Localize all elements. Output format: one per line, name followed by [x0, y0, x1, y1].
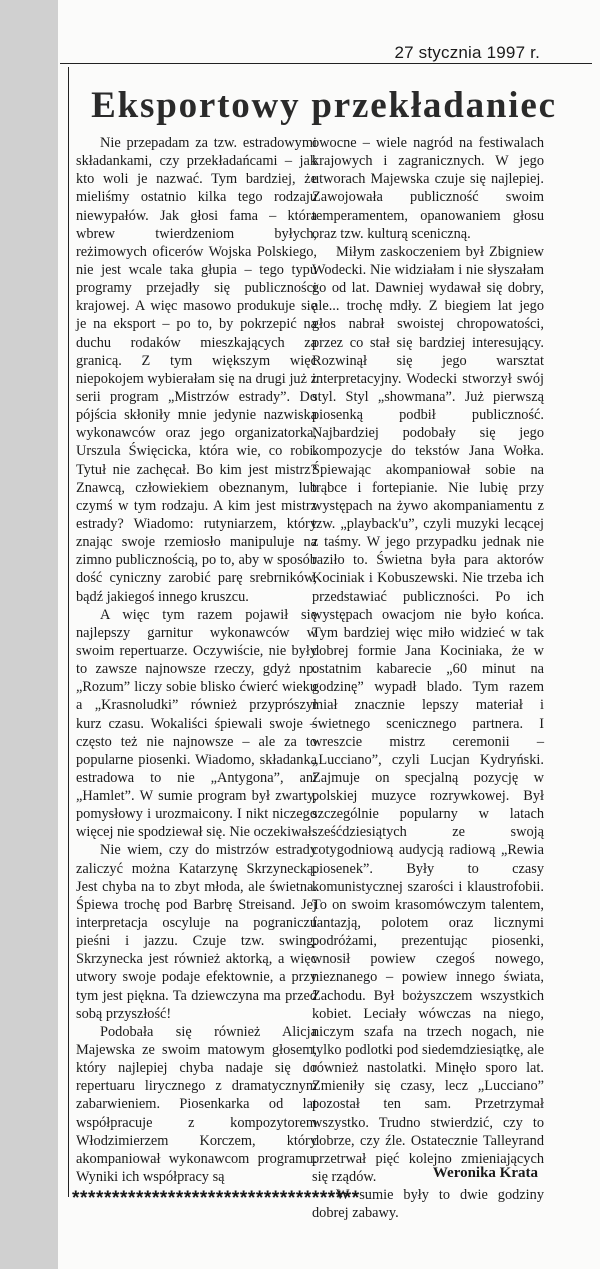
- article-column-right: [312, 134, 544, 1222]
- left-column-rule: [68, 67, 69, 1197]
- newspaper-clipping: [58, 0, 600, 1269]
- footer-ornament: ************************************: [72, 1188, 360, 1209]
- article-paragraph: A więc tym razem pojawił się najlepszy garnitur wykonawców w swoim repertuarze. Oczywiście, nie były to zawsze najnowsze rzeczy, gdyż np. „Rozum” liczy sobie blisko ćwierć wieku a „Krasnoludki” również przyprószył kurz czasu. Wokaliści śpiewali swoje – często też nie najnowsze – ale za to popularne piosenki. Wiadomo, składanka estradowa to nie „Antygona”, ani „Hamlet”. W sumie program był zwarty, pomysłowy i urozmaicony. I nikt niczego więcej nie spodziewał się. Nie oczekiwał.: [76, 606, 317, 841]
- article-paragraph: Miłym zaskoczeniem był Zbigniew Wodecki. Nie widziałam i nie słyszałam go od lat. Dawniej wydawał się dobry, ale... trochę mdły. Z biegiem lat jego głos nabrał swoistej chropowatości, przez co stał się bardziej interesujący. Rozwinął się jego warsztat interpretacyjny. Wodecki stworzył swój styl. Styl „showmana”. Już pierwszą piosenką podbił publiczność. Najbardziej podobały się jego kompozycje do tekstów Jana Wołka. Śpiewając akompaniował sobie na trąbce i fortepianie. Nie lubię przy występach na żywo akompaniamentu z tzw. „playback'u”, czyli muzyki lecącej z taśmy. W jego przypadku jednak nie raziło to. Świetna była para aktorów Kociniak i Kobuszewski. Nie trzeba ich przedstawiać publiczności. Po ich występach owacjom nie było końca. Tym bardziej więc miło widzieć w tak dobrej formie Jana Kociniaka, że w ostatnim kabarecie „60 minut na godzinę” wypadł blado. Tym razem miał znacznie lepszy materiał i świetnego scenicznego partnera. I wreszcie mistrz ceremonii – „Lucciano”, czyli Lucjan Kydryński. Zajmuje on specjalną pozycję w polskiej muzyce rozrywkowej. Był szczególnie popularny w latach sześćdziesiątych ze swoją cotygodniową audycją radiową „Rewia piosenek”. Były to czasy komunistycznej szarości i klaustrofobii. To on swoim krasomówczym talentem, fantazją, polotem oraz licznymi podróżami, prezentując piosenki, wnosił powiew czegoś nowego, nieznanego – powiew innego świata, Zachodu. Był bożyszczem wszystkich kobiet. Leciały wówczas na niego, niczym szafa na trzech nogach, nie tylko podlotki pod siedemdziesiątkę, ale również nastolatki. Minęło sporo lat. Zmieniły się czasy, lecz „Lucciano” pozostał ten sam. Przetrzymał wszystko. Trudno stwierdzić, czy to dobrze, czy źle. Ostatecznie Talleyrand przetrwał pięć kolejno zmieniających się rządów.: [312, 243, 544, 1186]
- article-column-left: [76, 134, 317, 1186]
- article-paragraph: Nie wiem, czy do mistrzów estrady zaliczyć można Katarzynę Skrzynecką. Jest chyba na to zbyt młoda, ale świetna. Śpiewa trochę pod Barbrę Streisand. Jej interpretacja oscyluje na pograniczu pieśni i jazzu. Czuje tzw. swing. Skrzynecka jest również aktorką, a więc utwory swoje podaje efektownie, a przy tym jest piękna. Ta dziewczyna ma przed sobą przyszłość!: [76, 842, 317, 1022]
- author-signature: Weronika Krata: [432, 1165, 538, 1181]
- publication-date: 27 stycznia 1997 r.: [394, 43, 540, 62]
- article-title: Eksportowy przekładaniec: [91, 85, 557, 126]
- scan-margin: [0, 0, 58, 1269]
- article-paragraph: Nie przepadam za tzw. estradowymi składankami, czy przekładańcami – jak kto woli je nazwać. Tym bardziej, że mieliśmy ostatnio kilka tego rodzaju niewypałów. Jak głosi fama – która wbrew twierdzeniom byłych, reżimowych oficerów Wojska Polskiego, nie jest wcale taka głupia – tego typu programy przejadły się publiczności krajowej. A więc masowo produkuje się je na eksport – po to, by pokrzepić na duchu rodaków mieszkających za granicą. Z tym większym więc niepokojem wybierałam się na drugi już z serii program „Mistrzów estrady”. Do pójścia skłoniły mnie jedynie nazwiska wykonawców oraz jego organizatorka, Urszula Święcicka, która wie, co robi. Tytuł nie zachęcał. Bo kim jest mistrz? Znawcą, człowiekiem obeznanym, lub czymś w tym rodzaju. A kim jest mistrz estrady? Wiadomo: rutyniarzem, który znając swoje rzemiosło manipuluje na zimno publicznością, po to, aby w sposób dość cyniczny zarobić parę srebrników, bądź jakiegoś innego kruszcu.: [76, 135, 317, 605]
- article-paragraph: owocne – wiele nagród na festiwalach krajowych i zagranicznych. W jego utworach Majewska czuje się najlepiej. Zawojowała publiczność swoim temperamentem, opanowaniem głosu oraz tzw. kulturą sceniczną.: [312, 135, 544, 242]
- article-paragraph: Podobała się również Alicja Majewska ze swoim matowym głosem, który najlepiej chyba nadaje się do repertuaru lirycznego z dramatycznym zabarwieniem. Piosenkarka od lat współpracuje z kompozytorem Włodzimierzem Korczem, który akompaniował wykonawcom programu. Wyniki ich współpracy są: [76, 1023, 317, 1186]
- article-paragraph: W sumie były to dwie godziny dobrej zabawy.: [312, 1187, 544, 1222]
- header-rule: [60, 63, 592, 64]
